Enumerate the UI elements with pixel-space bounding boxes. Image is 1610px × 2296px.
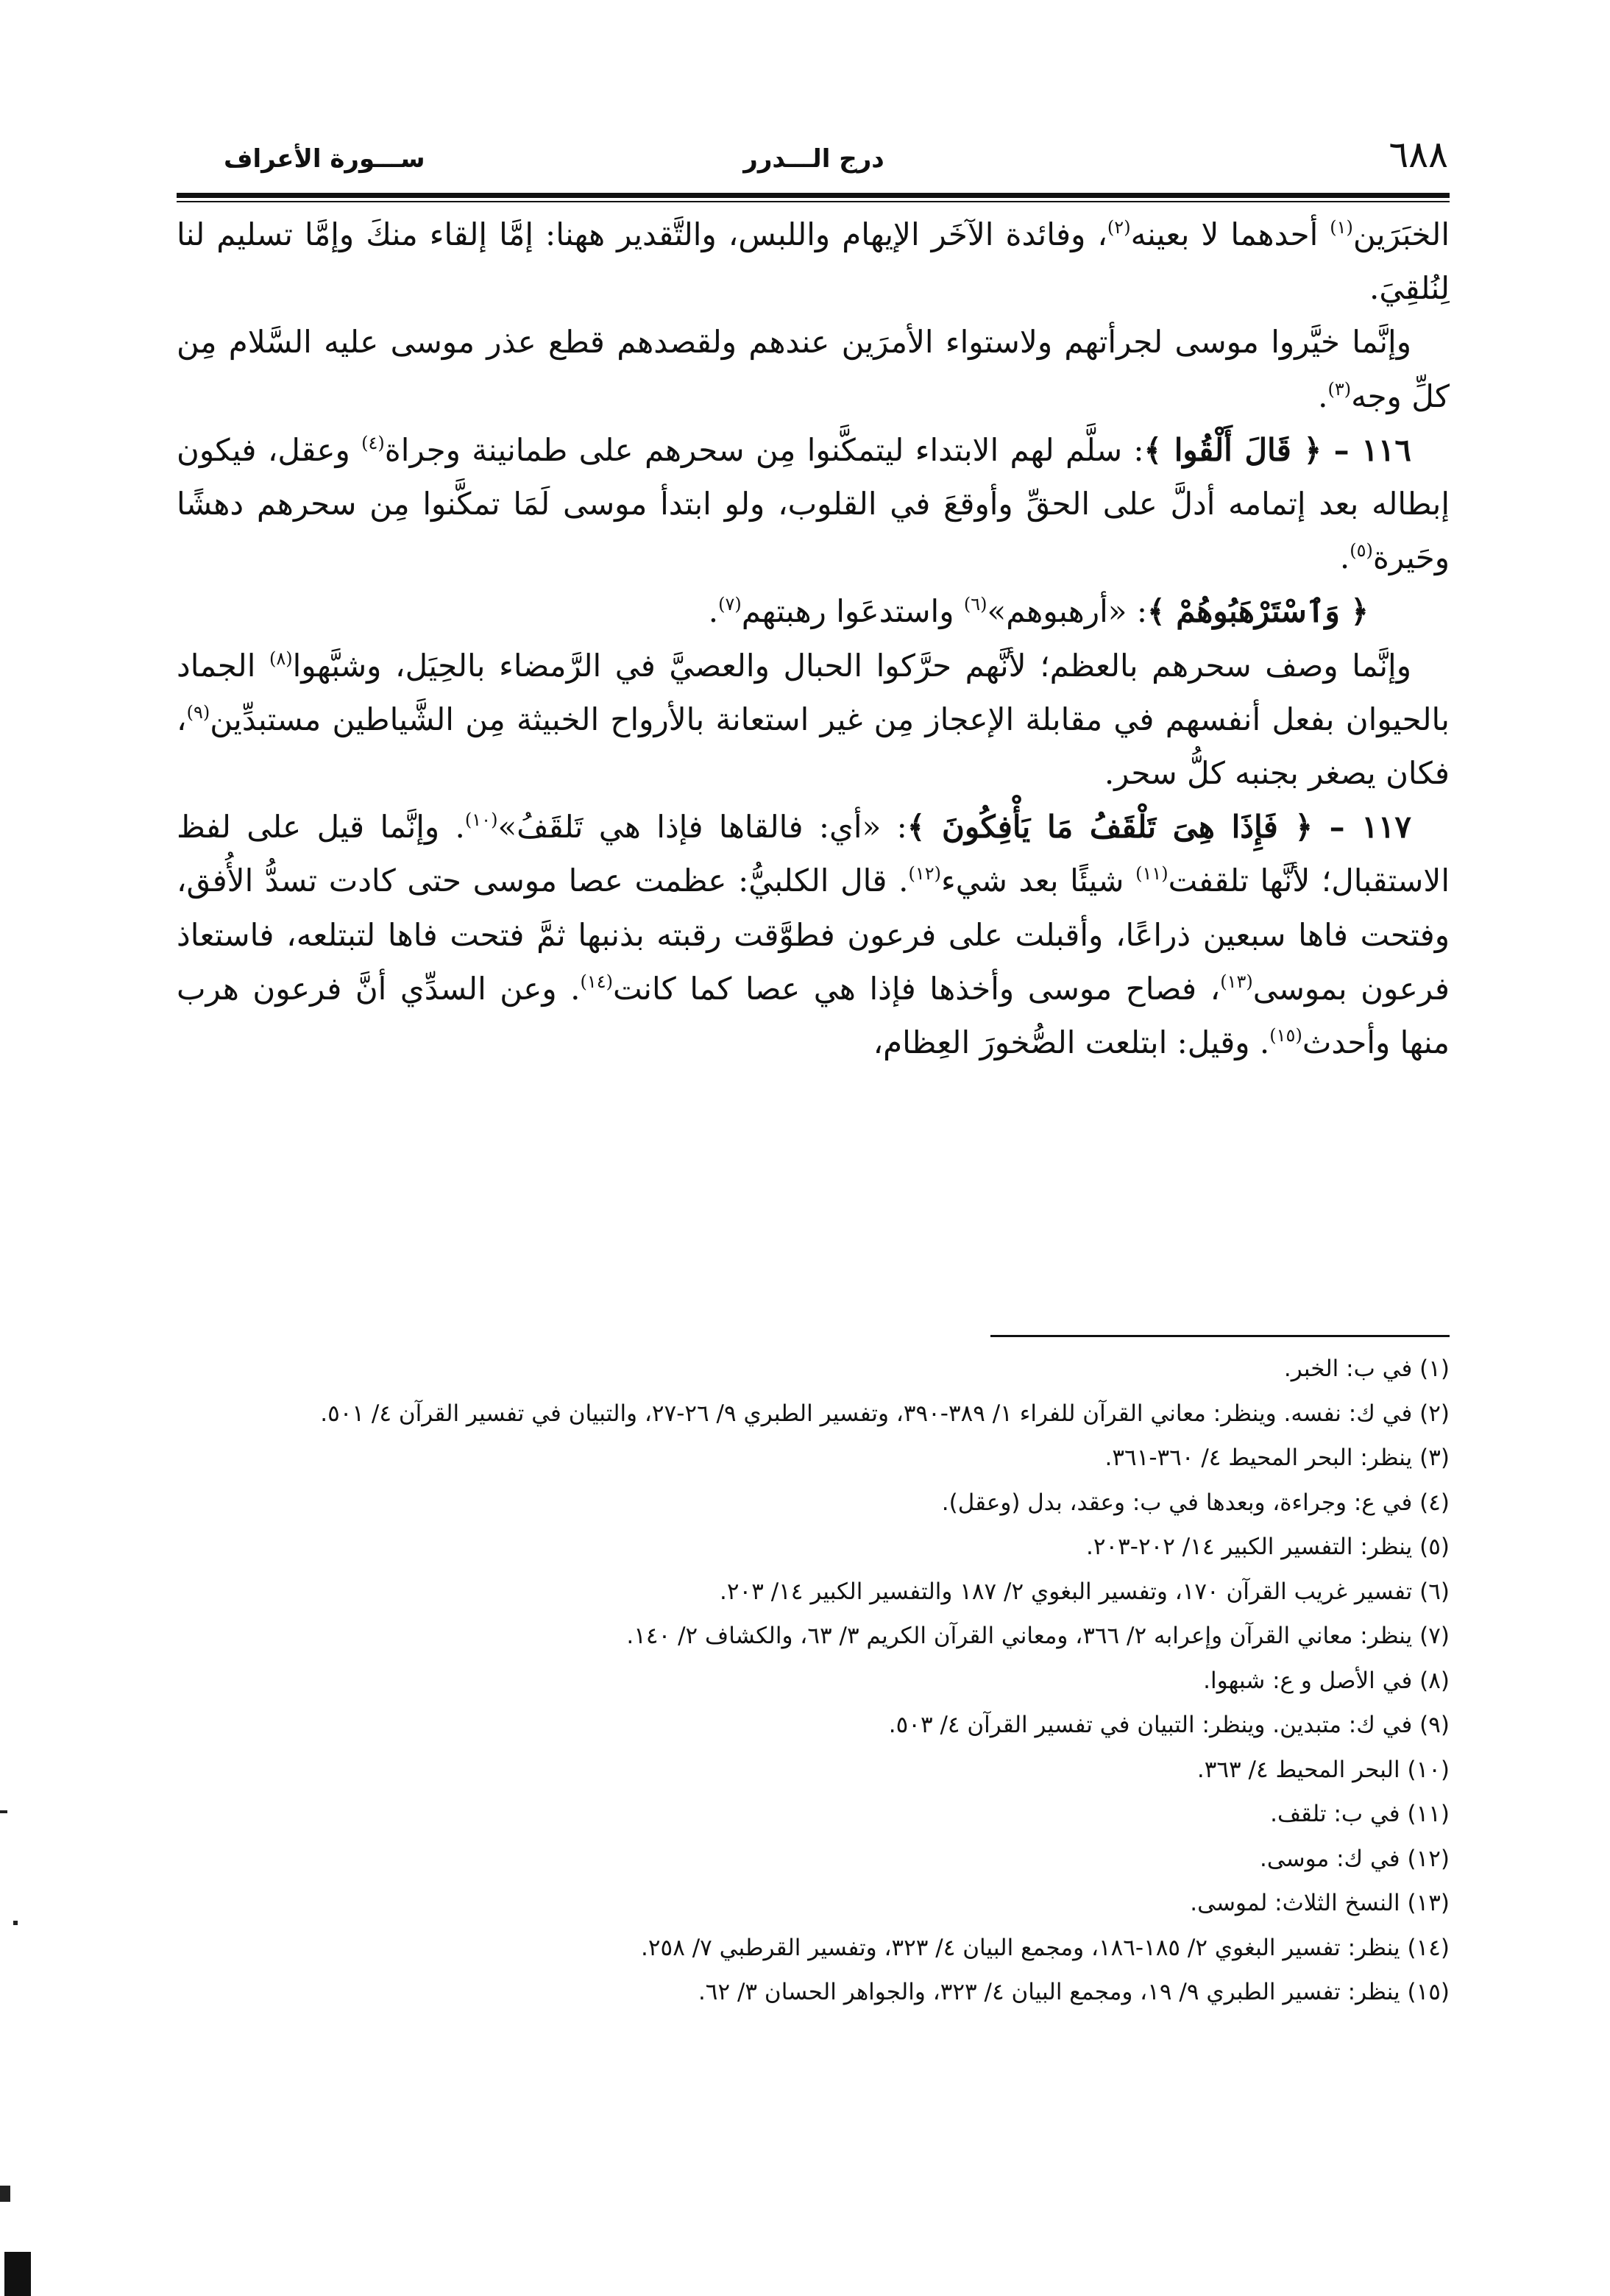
- footnote: (٩) في ك: متبدين. وينظر: التبيان في تفسير القرآن ٤/ ٥٠٣.: [888, 1712, 1450, 1738]
- header-rule-thin: [177, 201, 1450, 202]
- footnote: (٤) في ع: وجراءة، وبعدها في ب: وعقد، بدل (وعقل).: [941, 1489, 1450, 1516]
- footnotes: [177, 1347, 1450, 2097]
- quran-verse: ﴿ وَٱسْتَرْهَبُوهُمْ ﴾: [1146, 593, 1369, 630]
- paragraph-verse-117: ١١٧ – ﴿ فَإِذَا هِىَ تَلْقَفُ مَا يَأْفِكُونَ ﴾: «أي: فالقاها فإذا هي تَلقَفُ»$^{(١٠)}$. وإنَّما قيل على لفظ الاستقبال؛ لأنَّها تلقفت$^{(١١)}$ شيئًا بعد شيء$^{(١٢)}$. قال الكلبيُّ: عظمت عصا موسى حتى كادت تسدُّ الأُفق، وفتحت فاها سبعين ذراعًا، وأقبلت على فرعون فطوَّقت رقبته بذنبها ثمَّ فتحت فاها لتبتلعه، فاستعاذ فرعون بموسى$^{(١٣)}$، فصاح موسى وأخذها فإذا هي عصا كما كانت$^{(١٤)}$. وعن السدِّي أنَّ فرعون هرب منها وأحدث$^{(١٥)}$. وقيل: ابتلعت الصُّخورَ العِظام،: [177, 809, 1450, 1061]
- footnote: (١١) في ب: تلقف.: [1270, 1801, 1450, 1827]
- footnote: (١٥) ينظر: تفسير الطبري ٩/ ١٩، ومجمع البيان ٤/ ٣٢٣، والجواهر الحسان ٣/ ٦٢.: [698, 1979, 1450, 2005]
- footnote: (٨) في الأصل و ع: شبهوا.: [1203, 1667, 1450, 1694]
- footnote-ref: (٧): [718, 594, 742, 615]
- footnote: (٧) ينظر: معاني القرآن وإعرابه ٢/ ٣٦٦، ومعاني القرآن الكريم ٣/ ٦٣، والكشاف ٢/ ١٤٠.: [626, 1623, 1450, 1649]
- footnote: (١٤) ينظر: تفسير البغوي ٢/ ١٨٥-١٨٦، ومجمع البيان ٤/ ٣٢٣، وتفسير القرطبي ٧/ ٢٥٨.: [641, 1934, 1450, 1961]
- footnote-ref: (٣): [1327, 378, 1352, 400]
- paragraph-verse-116b: ﴿ وَٱسْتَرْهَبُوهُمْ ﴾: «أرهبوهم»$^{(٦)}$ واستدعَوا رهبتهم$^{(٧)}$.: [708, 593, 1369, 630]
- header-rule-thick: [177, 193, 1450, 198]
- footnote-ref: (١٣): [1220, 971, 1253, 992]
- scan-artifact: [4, 2252, 31, 2296]
- footnote-ref: (١٥): [1269, 1025, 1302, 1046]
- paragraph-2: وإنَّما خيَّروا موسى لجرأتهم ولاستواء الأمرَين عندهم ولقصدهم قطع عذر موسى عليه السَّلام مِن كلِّ وجه$^{(٣)}$.: [177, 324, 1450, 414]
- footnote-ref: (١٤): [580, 971, 614, 992]
- footnote: (١٣) النسخ الثلاث: لموسى.: [1190, 1890, 1450, 1916]
- scan-artifact: [0, 1810, 7, 1813]
- footnote: (٢) في ك: نفسه. وينظر: معاني القرآن للفراء ١/ ٣٨٩-٣٩٠، وتفسير الطبري ٩/ ٢٦-٢٧، والتبيان في تفسير القرآن ٤/ ٥٠١.: [320, 1400, 1450, 1427]
- surah-title: ســـورة الأعراف: [224, 144, 425, 174]
- page-number: ٦٨٨: [1389, 133, 1448, 176]
- footnote: (٥) ينظر: التفسير الكبير ١٤/ ٢٠٢-٢٠٣.: [1085, 1534, 1450, 1560]
- footnote-ref: (٦): [963, 594, 987, 615]
- footnote-ref: (١٠): [464, 809, 498, 831]
- footnote-ref: (٢): [1107, 217, 1131, 238]
- quran-verse: ﴿ قَالَ أَلْقُوا ﴾: [1143, 431, 1322, 468]
- footnote-separator: [990, 1335, 1450, 1337]
- footnote: (١٢) في ك: موسى.: [1259, 1845, 1450, 1872]
- footnote: (١٠) البحر المحيط ٤/ ٣٦٣.: [1196, 1756, 1450, 1783]
- footnote-ref: (٥): [1350, 540, 1373, 561]
- paragraph-verse-116: ١١٦ – ﴿ قَالَ أَلْقُوا ﴾: سلَّم لهم الابتداء ليتمكَّنوا مِن سحرهم على طمانينة وجراة$^{(٤)}$ وعقل، فيكون إبطاله بعد إتمامه أدلَّ على الحقِّ وأوقعَ في القلوب، ولو ابتدأ موسى لَمَا تمكَّنوا مِن سحرهم دهشًا وحَيرة$^{(٥)}$.: [177, 431, 1450, 576]
- footnote-ref: (٨): [269, 648, 293, 669]
- main-text: [177, 208, 1450, 1282]
- footnote: (١) في ب: الخبر.: [1283, 1356, 1450, 1382]
- verse-number: ١١٦ –: [1322, 431, 1411, 468]
- footnote: (٣) ينظر: البحر المحيط ٤/ ٣٦٠-٣٦١.: [1104, 1445, 1450, 1471]
- book-title: درج الـــدرر: [743, 144, 884, 174]
- footnote-ref: (١١): [1135, 863, 1169, 885]
- paragraph-3: وإنَّما وصف سحرهم بالعظم؛ لأنَّهم حرَّكوا الحبال والعصيَّ في الرَّمضاء بالحِيَل، وشبَّهوا$^{(٨)}$ الجماد بالحيوان بفعل أنفسهم في مقابلة الإعجاز مِن غير استعانة بالأرواح الخبيثة مِن الشَّياطين مستبدِّين$^{(٩)}$، فكان يصغر بجنبه كلُّ سحر.: [177, 647, 1450, 792]
- quran-verse: ﴿ فَإِذَا هِىَ تَلْقَفُ مَا يَأْفِكُونَ ﴾: [907, 809, 1313, 846]
- verse-number: ١١٧ –: [1313, 809, 1411, 846]
- footnote-ref: (٩): [186, 701, 210, 723]
- footnote-ref: (٤): [361, 432, 385, 453]
- paragraph-1: الخبَرَين$^{(١)}$ أحدهما لا بعينه$^{(٢)}$، وفائدة الآخَر الإيهام واللبس، والتَّقدير ههنا: إمَّا إلقاء منكَ وإمَّا تسليم لنا لِنُلقِيَ.: [177, 216, 1450, 307]
- scan-artifact: [13, 1921, 18, 1925]
- footnote: (٦) تفسير غريب القرآن ١٧٠، وتفسير البغوي ٢/ ١٨٧ والتفسير الكبير ١٤/ ٢٠٣.: [720, 1578, 1450, 1605]
- footnote-ref: (١): [1330, 217, 1353, 238]
- scan-artifact: [0, 2186, 10, 2202]
- page-header: [180, 131, 1448, 190]
- footnote-ref: (١٢): [908, 863, 941, 885]
